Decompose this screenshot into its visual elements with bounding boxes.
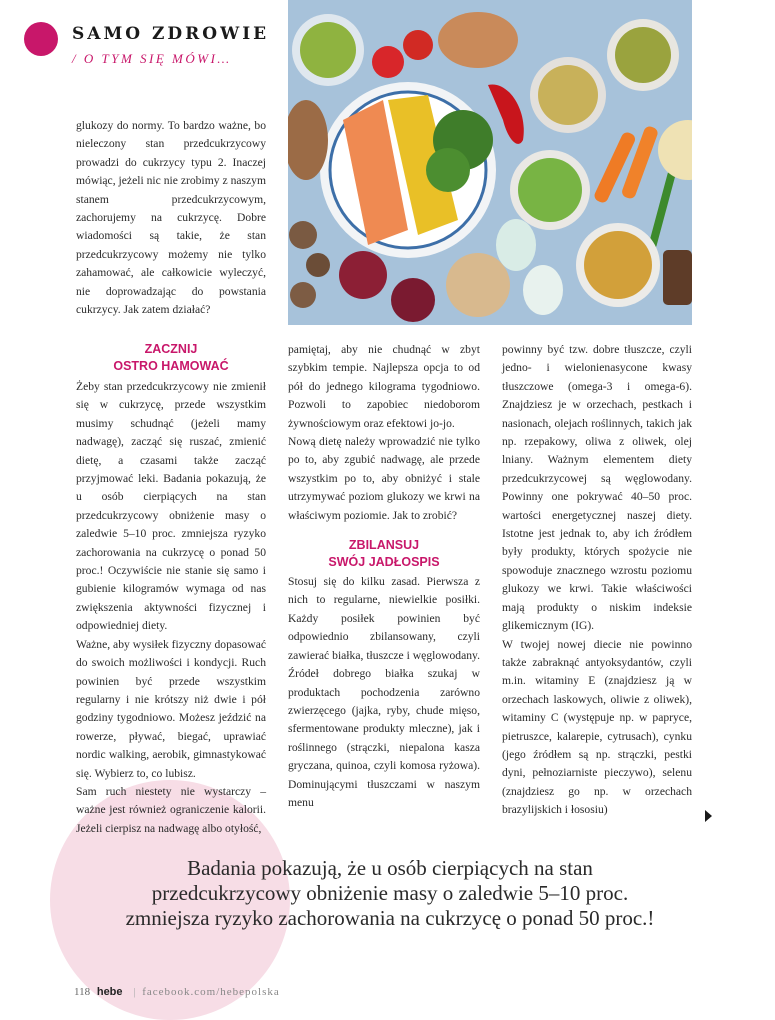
footer <box>74 986 280 998</box>
column-2 <box>288 341 480 812</box>
heading-line: ZBILANSUJ <box>348 538 420 553</box>
heading-line: SWÓJ JADŁOSPIS <box>328 555 440 570</box>
pull-quote-line: Badania pokazują, że u osób cierpiących na stan <box>187 856 593 880</box>
section-subtitle: / O TYM SIĘ MÓWI… <box>72 51 232 66</box>
paragraph: Ważne, aby wysiłek fizyczny dopasować do swoich możliwości i kondycji. Ruch powinien być przede wszystkim regularny i nie krótszy niż dwie i pół godziny tygodniowo. Możesz jeździć na rowerze, pływać, biegać, uprawiać nordic walking, aerobik, gimnastykować się. Wybierz to, co lubisz. <box>76 637 266 780</box>
paragraph: Żeby stan przedcukrzycowy nie zmienił się w cukrzycę, przede wszystkim musimy schudnąć (jeżeli mamy nadwagę), zacząć się ruszać, zmienić dietę, a czasami także zacząć przyjmować leki. Badania pokazują, że u osób cierpiących na stan przedcukrzycowy obniżenie masy o zaledwie 5–10 proc. zmniejsza ryzyko zachorowania na cukrzycę o ponad 50 proc.! Oczywiście nie stanie się samo i gubienie kilogramów wymaga od nas zwiększenia aktywności fizycznej i odpowiedniej diety. <box>76 380 266 633</box>
paragraph: Nową dietę należy wprowadzić nie tylko po to, aby zgubić nadwagę, ale przede wszystkim po to, aby obniżyć i stale utrzymywać poziom glukozy we krwi na właściwym poziomie. Jak to zrobić? <box>288 435 480 522</box>
facebook-link[interactable]: facebook.com/hebepolska <box>142 986 280 998</box>
pull-quote <box>90 856 690 931</box>
page-number: 118 <box>74 986 91 998</box>
paragraph: Sam ruch niestety nie wystarczy – ważne jest również ograniczenie kalorii. Jeżeli cierpisz na nadwagę albo otyłość, <box>76 784 266 835</box>
paragraph: Stosuj się do kilku zasad. Pierwsza z nich to regularne, niewielkie posiłki. Każdy posiłek powinien być odpowiednio zbilansowany, czyli zawierać białka, tłuszcze i węglowodany. Źródeł dobrego białka szukaj w produktach pochodzenia zarówno zwierzęcego (jajka, ryby, chude mięso, sfermentowane produkty mleczne), jak i roślinnego (strączki, niepalona kasza gryczana, quinoa, czyli komosa ryżowa). Dominującymi tłuszczami w naszym menu <box>288 575 480 809</box>
heading-zbilansuj-swoj-jadlospis <box>288 537 480 571</box>
column-1-intro <box>76 117 266 319</box>
food-photo <box>288 0 692 325</box>
section-title: SAMO ZDROWIE <box>72 24 270 44</box>
paragraph: W twojej nowej diecie nie powinno także zabraknąć antyoksydantów, czyli m.in. witaminy E (znajdziesz ją w orzechach laskowych, oliwie z oliwek), witaminy C (występuje np. w papryce, pietruszce, kalarepie, cytrusach), cynku (jego źródłem są np. strączki, pestki dyni, pełnoziarniste pieczywo), selenu (znajdziesz go np. w orzechach brazylijskich i łososiu) <box>502 637 692 817</box>
arrow-right-icon <box>705 810 712 822</box>
heading-line: OSTRO HAMOWAĆ <box>113 359 229 373</box>
column-3 <box>502 341 692 820</box>
column-1-body <box>76 378 266 838</box>
heading-zacznij-ostro-hamowac <box>76 341 266 375</box>
brand-logo: hebe <box>96 986 123 998</box>
paragraph: pamiętaj, aby nie chudnąć w zbyt szybkim tempie. Najlepsza opcja to od pół do jednego kilograma tygodniowo. Pozwoli to zapobiec niedoborom żywnościowym oraz efektowi jo-jo. <box>288 343 480 430</box>
paragraph: glukozy do normy. To bardzo ważne, bo nieleczony stan przedcukrzycowy prowadzi do cukrzycy typu 2. Inaczej mówiąc, jeżeli nic nie zrobimy z naszym stanem przedcukrzycowym, zachorujemy na cukrzycę. Dobre wiadomości są takie, że stan przedcukrzycowy możemy nie tylko zahamować, ale całkowicie wyleczyć, nie doprowadzając do powstania cukrzycy. Jak zatem działać? <box>76 119 266 317</box>
pull-quote-line: zmniejsza ryzyko zachorowania na cukrzycę o ponad 50 proc.! <box>125 906 655 930</box>
heading-line: ZACZNIJ <box>144 342 198 356</box>
pull-quote-line: przedcukrzycowy obniżenie masy o zaledwie 5–10 proc. <box>151 881 629 905</box>
paragraph: powinny być tzw. dobre tłuszcze, czyli jedno- i wielonienasycone kwasy tłuszczowe (omega-3 i omega-6). Znajdziesz je w orzechach, pestkach i nasionach, olejach roślinnych, takich jak np. rzepakowy, oliwa z oliwek, olej lniany. Ważnym elementem diety przedcukrzycowej są węglowodany. Powinny one pokrywać 40–50 proc. wartości energetycznej naszej diety. Istotne jest jednak to, aby ich źródłem były produkty, których spożycie nie spowoduje znacznego wzrostu poziomu glukozy we krwi. Takie właściwości mają produkty o niskim indeksie glikemicznym (IG). <box>502 343 692 633</box>
pink-dot-icon <box>24 22 58 56</box>
divider: | <box>133 986 136 998</box>
